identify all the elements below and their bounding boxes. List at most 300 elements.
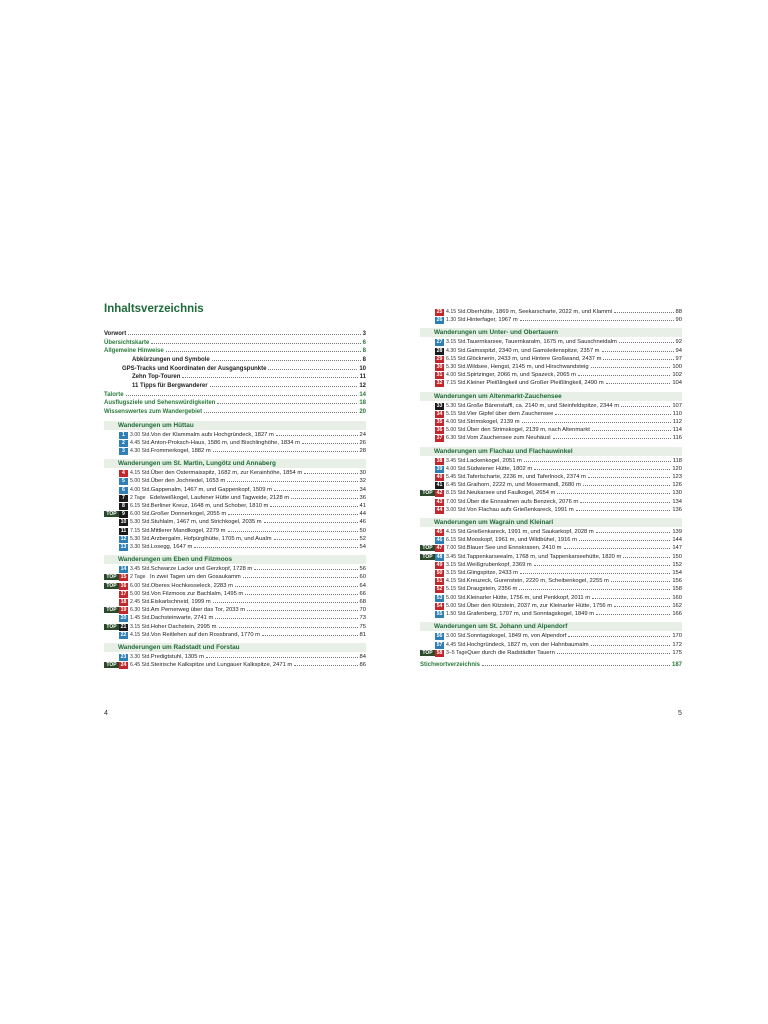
toc-entry[interactable] xyxy=(104,356,366,365)
tour-page: 112 xyxy=(672,419,682,426)
leader-dots xyxy=(264,522,358,523)
tour-number-badge: 41 xyxy=(436,482,443,489)
tour-number-badge: 22 xyxy=(120,631,127,638)
tour-name: Tauernkarsee, Tauernkaralm, 1675 m, und Sauschneidalm xyxy=(466,339,617,346)
tour-entry[interactable] xyxy=(420,363,682,371)
tour-page: 160 xyxy=(672,594,682,601)
tour-entry[interactable] xyxy=(104,631,366,639)
tour-number-badge: 3 xyxy=(119,448,128,455)
tour-entry[interactable] xyxy=(420,585,682,593)
tour-duration: 4.15 Std. xyxy=(446,309,467,315)
tour-page: 30 xyxy=(359,470,366,477)
tour-number-badge: 46 xyxy=(436,537,443,544)
section-header: Wanderungen um Radstadt und Forstau xyxy=(104,643,366,652)
leader-dots xyxy=(619,342,674,343)
toc-label: Übersichtskarte xyxy=(104,339,150,346)
tour-name: Grießenkareck, 1991 m, und Saukarkopf, 2028 m xyxy=(466,529,594,536)
tour-duration: 4.45 Std. xyxy=(130,439,151,446)
tour-number-badge: 18 xyxy=(120,599,127,606)
tour-number-badge: 10 xyxy=(120,519,127,526)
tour-number-badge: 33 xyxy=(436,402,443,409)
tour-entry[interactable] xyxy=(420,473,682,481)
tour-name: Neukarsee und Faulkogel, 2654 m xyxy=(466,490,556,497)
leader-dots xyxy=(555,414,670,415)
tour-sections-right xyxy=(420,328,682,657)
tour-entry[interactable] xyxy=(420,528,682,536)
leader-dots xyxy=(245,594,357,595)
tour-entry[interactable] xyxy=(104,565,366,573)
toc-entry[interactable] xyxy=(104,399,366,408)
tour-entry[interactable] xyxy=(104,477,366,485)
section-header: Wanderungen um Hüttau xyxy=(104,421,366,430)
leader-dots xyxy=(596,532,671,533)
leader-dots xyxy=(524,461,671,462)
tour-page: 75 xyxy=(359,623,366,630)
tour-entry[interactable] xyxy=(104,535,366,543)
tour-number-badge: 50 xyxy=(436,570,443,577)
tour-duration: 4.00 Std. xyxy=(130,486,151,493)
tour-duration: 5.30 Std. xyxy=(446,402,467,409)
tour-entry[interactable] xyxy=(420,347,682,355)
tour-duration: 5.45 Std. xyxy=(446,474,467,481)
tour-page: 56 xyxy=(359,566,366,573)
tour-duration: 7.00 Std. xyxy=(446,498,467,505)
tour-page: 66 xyxy=(359,590,366,597)
tour-number-badge: 20 xyxy=(120,615,127,622)
tour-page: 54 xyxy=(359,544,366,550)
tour-name: Strimskogel, 2139 m xyxy=(466,419,520,426)
tour-entry[interactable] xyxy=(104,510,366,518)
tour-entry[interactable] xyxy=(104,543,366,551)
tour-duration: 1.45 Std. xyxy=(130,615,151,622)
tour-duration: 1.50 Std. xyxy=(446,611,467,618)
tour-name: Von Reitlehen auf den Rossbrand, 1770 m xyxy=(150,631,261,638)
tour-entry[interactable] xyxy=(420,536,682,544)
tour-page: 64 xyxy=(359,582,366,589)
leader-dots xyxy=(606,383,671,384)
top-tour-badge: TOP xyxy=(420,490,435,496)
toc-label: Ausflugsziele und Sehenswürdigkeiten xyxy=(104,400,216,407)
tour-number-badge: 53 xyxy=(436,594,443,601)
tour-page: 114 xyxy=(672,427,682,434)
tour-number-badge: 47 xyxy=(436,545,443,552)
tour-page: 94 xyxy=(675,347,682,354)
tour-name: Wildsee, Hengst, 2145 m, und Hirschwandsteig xyxy=(466,364,589,371)
leader-dots xyxy=(614,312,673,313)
tour-page: 90 xyxy=(675,317,682,324)
tour-entry[interactable] xyxy=(420,308,682,316)
tour-entry[interactable] xyxy=(420,465,682,473)
tour-entry[interactable] xyxy=(420,489,682,497)
top-tour-badge: TOP xyxy=(104,574,119,580)
tour-duration: 5.30 Std. xyxy=(446,364,467,371)
tour-entry[interactable] xyxy=(420,355,682,363)
tour-duration: 5.00 Std. xyxy=(446,602,467,609)
tour-name: Kreuzeck, Gurenstein, 2220 m, Scheibenkogel, 2255 m xyxy=(466,578,609,585)
section-header: Wanderungen um Eben und Filzmoos xyxy=(104,555,366,564)
tour-name: Große Bärenstaffl, ca. 2140 m, und Steinfeldspitze, 2344 m xyxy=(466,402,620,409)
tour-entry[interactable] xyxy=(420,498,682,506)
tour-page: 166 xyxy=(672,611,682,618)
leader-dots xyxy=(482,665,670,666)
tour-entry[interactable] xyxy=(420,379,682,387)
tour-entry[interactable] xyxy=(104,614,366,622)
tour-duration: 5.15 Std. xyxy=(446,410,467,417)
tour-continuation xyxy=(420,308,682,324)
tour-number-badge: 51 xyxy=(436,578,443,585)
tour-duration: 2 Tage xyxy=(130,574,146,581)
leader-dots xyxy=(213,451,358,452)
tour-number-badge: 45 xyxy=(436,529,443,536)
tour-duration: 4.45 Std. xyxy=(446,641,467,648)
tour-page: 24 xyxy=(359,431,366,438)
toc-entry[interactable] xyxy=(104,373,366,382)
leader-dots xyxy=(576,510,671,511)
tour-name: Sonntagskogel, 1849 m, von Alpendorf xyxy=(466,633,567,640)
tour-number-badge: 27 xyxy=(436,339,443,346)
tour-page: 172 xyxy=(672,641,682,648)
toc-page: 20 xyxy=(359,408,366,415)
tour-number-badge: 28 xyxy=(436,347,443,354)
tour-name: Weißgrubenkopf, 2369 m xyxy=(466,561,532,568)
tour-entry[interactable] xyxy=(420,577,682,585)
leader-dots xyxy=(262,635,358,636)
tour-entry[interactable] xyxy=(420,632,682,640)
section-header: Wanderungen um St. Martin, Lungötz und Annaberg xyxy=(104,459,366,468)
tour-page: 60 xyxy=(359,574,366,581)
leader-dots xyxy=(276,435,358,436)
leader-dots xyxy=(304,473,357,474)
leader-dots xyxy=(215,618,357,619)
page-number-left: 4 xyxy=(104,710,108,717)
leader-dots xyxy=(534,565,671,566)
front-matter-list xyxy=(104,330,366,417)
tour-entry[interactable] xyxy=(420,544,682,552)
leader-dots xyxy=(591,367,671,368)
tour-number-badge: 58 xyxy=(436,649,443,656)
tour-name: Steirische Kalkspitze und Lungauer Kalkspitze, 2471 m xyxy=(150,662,293,669)
tour-duration: 3.30 Std. xyxy=(130,654,151,661)
toc-label: Wissenswertes zum Wandergebiet xyxy=(104,408,203,415)
tour-entry[interactable] xyxy=(420,457,682,465)
toc-page: 11 xyxy=(359,374,366,381)
tour-entry[interactable] xyxy=(104,447,366,455)
tour-number-badge: 17 xyxy=(120,590,127,597)
tour-page: 73 xyxy=(359,615,366,622)
tour-entry[interactable] xyxy=(420,649,682,657)
tour-number-badge: 37 xyxy=(436,435,443,442)
tour-number-badge: 35 xyxy=(436,419,443,426)
leader-dots xyxy=(591,645,671,646)
tour-name: Grafenberg, 1707 m, und Sonntagskogel, 1849 m xyxy=(466,611,595,618)
tour-page: 147 xyxy=(672,545,682,552)
tour-name: Von Filzmoos zur Bachlalm, 1495 m xyxy=(150,590,244,597)
tour-duration: 3.15 Std. xyxy=(446,339,467,346)
tour-page: 152 xyxy=(672,561,682,568)
tour-page: 34 xyxy=(359,486,366,493)
tour-duration: 4.00 Std. xyxy=(446,372,467,379)
tour-number-badge: 19 xyxy=(120,607,127,614)
tour-name: Vom Zauchensee zum Neuhäusl xyxy=(466,435,551,442)
tour-entry[interactable] xyxy=(104,606,366,614)
tour-name: Hochgründeck, 1827 m, von der Hahnbaumalm xyxy=(466,641,589,648)
tour-page: 88 xyxy=(675,309,682,315)
tour-name: Über den Jochriedel, 1653 m xyxy=(150,478,226,485)
tour-name: Draugstein, 2356 m xyxy=(466,586,518,593)
tour-number-badge: 54 xyxy=(436,602,443,609)
leader-dots xyxy=(235,586,358,587)
top-tour-badge: TOP xyxy=(104,607,119,613)
tour-duration: 7.15 Std. xyxy=(446,380,467,387)
index-entry[interactable] xyxy=(420,661,682,670)
tour-number-badge: 6 xyxy=(119,487,128,494)
toc-page: 6 xyxy=(362,339,366,346)
tour-page: 150 xyxy=(672,553,682,560)
tour-name: Von der Klammalm aufs Hochgründeck, 1827 m xyxy=(150,431,274,438)
leader-dots xyxy=(206,657,358,658)
tour-entry[interactable] xyxy=(420,371,682,379)
tour-name: Anton-Proksch-Haus, 1586 m, und Bischlinghöhe, 1834 m xyxy=(150,439,300,446)
leader-dots xyxy=(596,614,670,615)
leader-dots xyxy=(588,477,670,478)
tour-duration: 5.00 Std. xyxy=(446,594,467,601)
toc-page: 12 xyxy=(359,382,366,389)
tour-number-badge: 40 xyxy=(436,474,443,481)
tour-entry[interactable] xyxy=(420,316,682,324)
tour-number-badge: 26 xyxy=(436,317,443,324)
leader-dots xyxy=(151,343,360,344)
tour-entry[interactable] xyxy=(420,434,682,442)
tour-page: 154 xyxy=(672,570,682,577)
toc-page: 3 xyxy=(362,331,366,337)
tour-page: 104 xyxy=(672,380,682,387)
tour-number-badge: 57 xyxy=(436,641,443,648)
tour-number-badge: 44 xyxy=(436,506,443,513)
top-tour-badge: TOP xyxy=(104,583,119,589)
tour-entry[interactable] xyxy=(104,486,366,494)
tour-name: Oberes Hochkesseleck, 2283 m xyxy=(150,582,233,589)
tour-duration: 5.00 Std. xyxy=(130,478,151,485)
top-tour-badge: TOP xyxy=(104,511,119,517)
tour-page: 32 xyxy=(359,478,366,485)
tour-name: Über den Strimskogel, 2139 m, nach Altenmarkt xyxy=(466,427,590,434)
tour-duration: 3.45 Std. xyxy=(446,457,467,464)
right-page xyxy=(420,308,682,670)
tour-entry[interactable] xyxy=(104,469,366,477)
leader-dots xyxy=(217,403,357,404)
tour-number-badge: 5 xyxy=(119,478,128,485)
tour-page: 144 xyxy=(672,537,682,544)
tour-page: 162 xyxy=(672,602,682,609)
tour-duration: 4.15 Std. xyxy=(130,631,151,638)
tour-entry[interactable] xyxy=(420,402,682,410)
tour-name: Großer Donnerkogel, 2055 m xyxy=(150,511,227,518)
tour-duration: 5.30 Std. xyxy=(130,535,151,542)
left-page xyxy=(104,298,366,669)
tour-duration: 4.30 Std. xyxy=(130,447,151,454)
toc-entry[interactable] xyxy=(104,347,366,356)
tour-number-badge: 56 xyxy=(436,633,443,640)
tour-duration: 4.00 Std. xyxy=(446,465,467,472)
tour-page: 123 xyxy=(672,474,682,481)
tour-duration: 2.45 Std. xyxy=(130,599,151,606)
tour-entry[interactable] xyxy=(104,598,366,606)
leader-dots xyxy=(603,359,673,360)
tour-entry[interactable] xyxy=(104,661,366,669)
tour-page: 41 xyxy=(359,502,366,509)
tour-name: Hoher Dachstein, 2995 m xyxy=(150,623,217,630)
tour-name: Über den Kitzstein, 2037 m, zur Kleinarler Hütte, 1756 m xyxy=(466,602,613,609)
tour-entry[interactable] xyxy=(104,573,366,581)
tour-number-badge: 11 xyxy=(120,527,127,534)
tour-number-badge: 23 xyxy=(120,654,127,661)
leader-dots xyxy=(520,320,674,321)
leader-dots xyxy=(219,627,358,628)
tour-duration: 6.00 Std. xyxy=(130,511,151,518)
toc-label: Zehn Top-Touren xyxy=(132,374,181,381)
leader-dots xyxy=(578,375,670,376)
tour-duration: 3.45 Std. xyxy=(130,566,151,573)
index-label: Stichwortverzeichnis xyxy=(420,661,481,668)
tour-entry[interactable] xyxy=(420,481,682,489)
tour-number-badge: 32 xyxy=(436,380,443,387)
tour-page: 86 xyxy=(359,662,366,669)
tour-name: Am Pernerweg über das Tor, 2033 m xyxy=(150,607,246,614)
leader-dots xyxy=(621,406,670,407)
tour-page: 70 xyxy=(359,607,366,614)
tour-entry[interactable] xyxy=(104,439,366,447)
tour-entry[interactable] xyxy=(420,506,682,514)
tour-entry[interactable] xyxy=(420,338,682,346)
page-title: Inhaltsverzeichnis xyxy=(104,303,204,315)
tour-number-badge: 4 xyxy=(119,470,128,477)
tour-name: Tappenkarseealm, 1768 m, und Tappenkarseehütte, 1820 m xyxy=(466,553,622,560)
tour-duration: 6.30 Std. xyxy=(446,435,467,442)
tour-duration: 6.30 Std. xyxy=(130,607,151,614)
tour-page: 134 xyxy=(672,498,682,505)
tour-name: Frommerkogel, 1882 m xyxy=(150,447,211,454)
tour-page: 46 xyxy=(359,519,366,526)
tour-name: Edelweißkogel, Laufener Hütte und Tagweide, 2128 m xyxy=(150,494,290,501)
section-header: Wanderungen um Flachau und Flachauwinkel xyxy=(420,447,682,456)
tour-entry[interactable] xyxy=(420,561,682,569)
tour-number-badge: 39 xyxy=(436,465,443,472)
tour-entry[interactable] xyxy=(104,653,366,661)
tour-page: 118 xyxy=(672,457,682,464)
tour-duration: 3.00 Std. xyxy=(130,431,151,438)
tour-name: Predigtstuhl, 1305 m xyxy=(150,654,204,661)
leader-dots xyxy=(274,490,358,491)
tour-duration: 1.30 Std. xyxy=(446,317,467,324)
tour-entry[interactable] xyxy=(420,426,682,434)
toc-entry[interactable] xyxy=(104,391,366,400)
tour-number-badge: 34 xyxy=(436,410,443,417)
tour-name: Südwiener Hütte, 1802 m xyxy=(466,465,533,472)
leader-dots xyxy=(166,351,361,352)
tour-entry[interactable] xyxy=(420,418,682,426)
tour-name: Über den Ostermaisspitz, 1682 m, zur Kerainhöhe, 1854 m xyxy=(150,470,303,477)
tour-number-badge: 25 xyxy=(436,309,443,315)
tour-name: In zwei Tagen um den Gosaukamm xyxy=(150,574,241,581)
tour-name: Mooskopf, 1961 m, und Wildbühel, 1916 m xyxy=(466,537,577,544)
tour-number-badge: 43 xyxy=(436,498,443,505)
tour-entry[interactable] xyxy=(104,623,366,631)
tour-entry[interactable] xyxy=(420,602,682,610)
tour-duration: 6.15 Std. xyxy=(130,502,151,509)
tour-name: Kleinarler Hütte, 1756 m, und Penkkopf, 2011 m xyxy=(466,594,591,601)
tour-entry[interactable] xyxy=(104,494,366,502)
toc-entry[interactable] xyxy=(104,365,366,374)
leader-dots xyxy=(520,573,670,574)
tour-number-badge: 52 xyxy=(436,586,443,593)
tour-duration: 3.15 Std. xyxy=(130,623,151,630)
toc-entry[interactable] xyxy=(104,408,366,417)
tour-entry[interactable] xyxy=(104,582,366,590)
tour-number-badge: 14 xyxy=(120,566,127,573)
tour-duration: 5.00 Std. xyxy=(130,590,151,597)
tour-entry[interactable] xyxy=(104,502,366,510)
toc-page: 8 xyxy=(362,348,366,355)
tour-entry[interactable] xyxy=(104,431,366,439)
tour-entry[interactable] xyxy=(104,590,366,598)
leader-dots xyxy=(522,422,671,423)
leader-dots xyxy=(553,438,671,439)
toc-entry[interactable] xyxy=(104,382,366,391)
tour-number-badge: 49 xyxy=(436,561,443,568)
leader-dots xyxy=(557,653,671,654)
tour-duration: 3.00 Std. xyxy=(446,633,467,640)
tour-entry[interactable] xyxy=(420,569,682,577)
tour-name: Gamsspitzl, 2340 m, und Gamsleitenspitze, 2357 m xyxy=(466,347,600,354)
tour-entry[interactable] xyxy=(104,518,366,526)
tour-duration: 3.15 Std. xyxy=(446,570,467,577)
tour-entry[interactable] xyxy=(420,410,682,418)
toc-entry[interactable] xyxy=(104,330,366,339)
leader-dots xyxy=(268,369,357,370)
tour-number-badge: 13 xyxy=(120,544,127,550)
leader-dots xyxy=(243,577,358,578)
tour-number-badge: 38 xyxy=(436,457,443,464)
tour-entry[interactable] xyxy=(420,641,682,649)
index-page: 187 xyxy=(671,661,682,668)
tour-page: 97 xyxy=(675,355,682,362)
tour-page: 107 xyxy=(672,402,682,409)
tour-name: Spirtzinger, 2066 m, und Spazeck, 2065 m xyxy=(466,372,577,379)
tour-entry[interactable] xyxy=(420,610,682,618)
tour-entry[interactable] xyxy=(420,553,682,561)
tour-number-badge: 9 xyxy=(119,511,128,518)
tour-name: Graihorn, 2222 m, und Mosermandl, 2680 m xyxy=(466,482,581,489)
tour-name: Arzbergalm, Hofpürglhütte, 1705 m, und Aualm xyxy=(150,535,272,542)
tour-page: 68 xyxy=(359,599,366,606)
tour-name: Gappenalm, 1467 m, und Gappenkopf, 1509 m xyxy=(150,486,272,493)
tour-name: Lackenkogel, 2051 m xyxy=(466,457,522,464)
leader-dots xyxy=(247,610,357,611)
tour-entry[interactable] xyxy=(420,594,682,602)
tour-name: Kleiner Pleißlingkeil und Großer Pleißlingkeil, 2490 m xyxy=(466,380,604,387)
toc-label: GPS-Tracks und Koordinaten der Ausgangspunkte xyxy=(122,365,267,372)
top-tour-badge: TOP xyxy=(104,624,119,630)
tour-entry[interactable] xyxy=(104,527,366,535)
tour-duration: 7.15 Std. xyxy=(130,527,151,534)
toc-label: Abkürzungen und Symbole xyxy=(132,356,210,363)
tour-duration: 4.15 Std. xyxy=(446,529,467,536)
toc-entry[interactable] xyxy=(104,339,366,348)
tour-name: Hinterfager, 1967 m xyxy=(466,317,518,324)
tour-number-badge: 29 xyxy=(436,355,443,362)
tour-name: Von Flachau aufs Grießenkareck, 1991 m xyxy=(466,506,574,513)
tour-number-badge: 1 xyxy=(119,432,128,439)
